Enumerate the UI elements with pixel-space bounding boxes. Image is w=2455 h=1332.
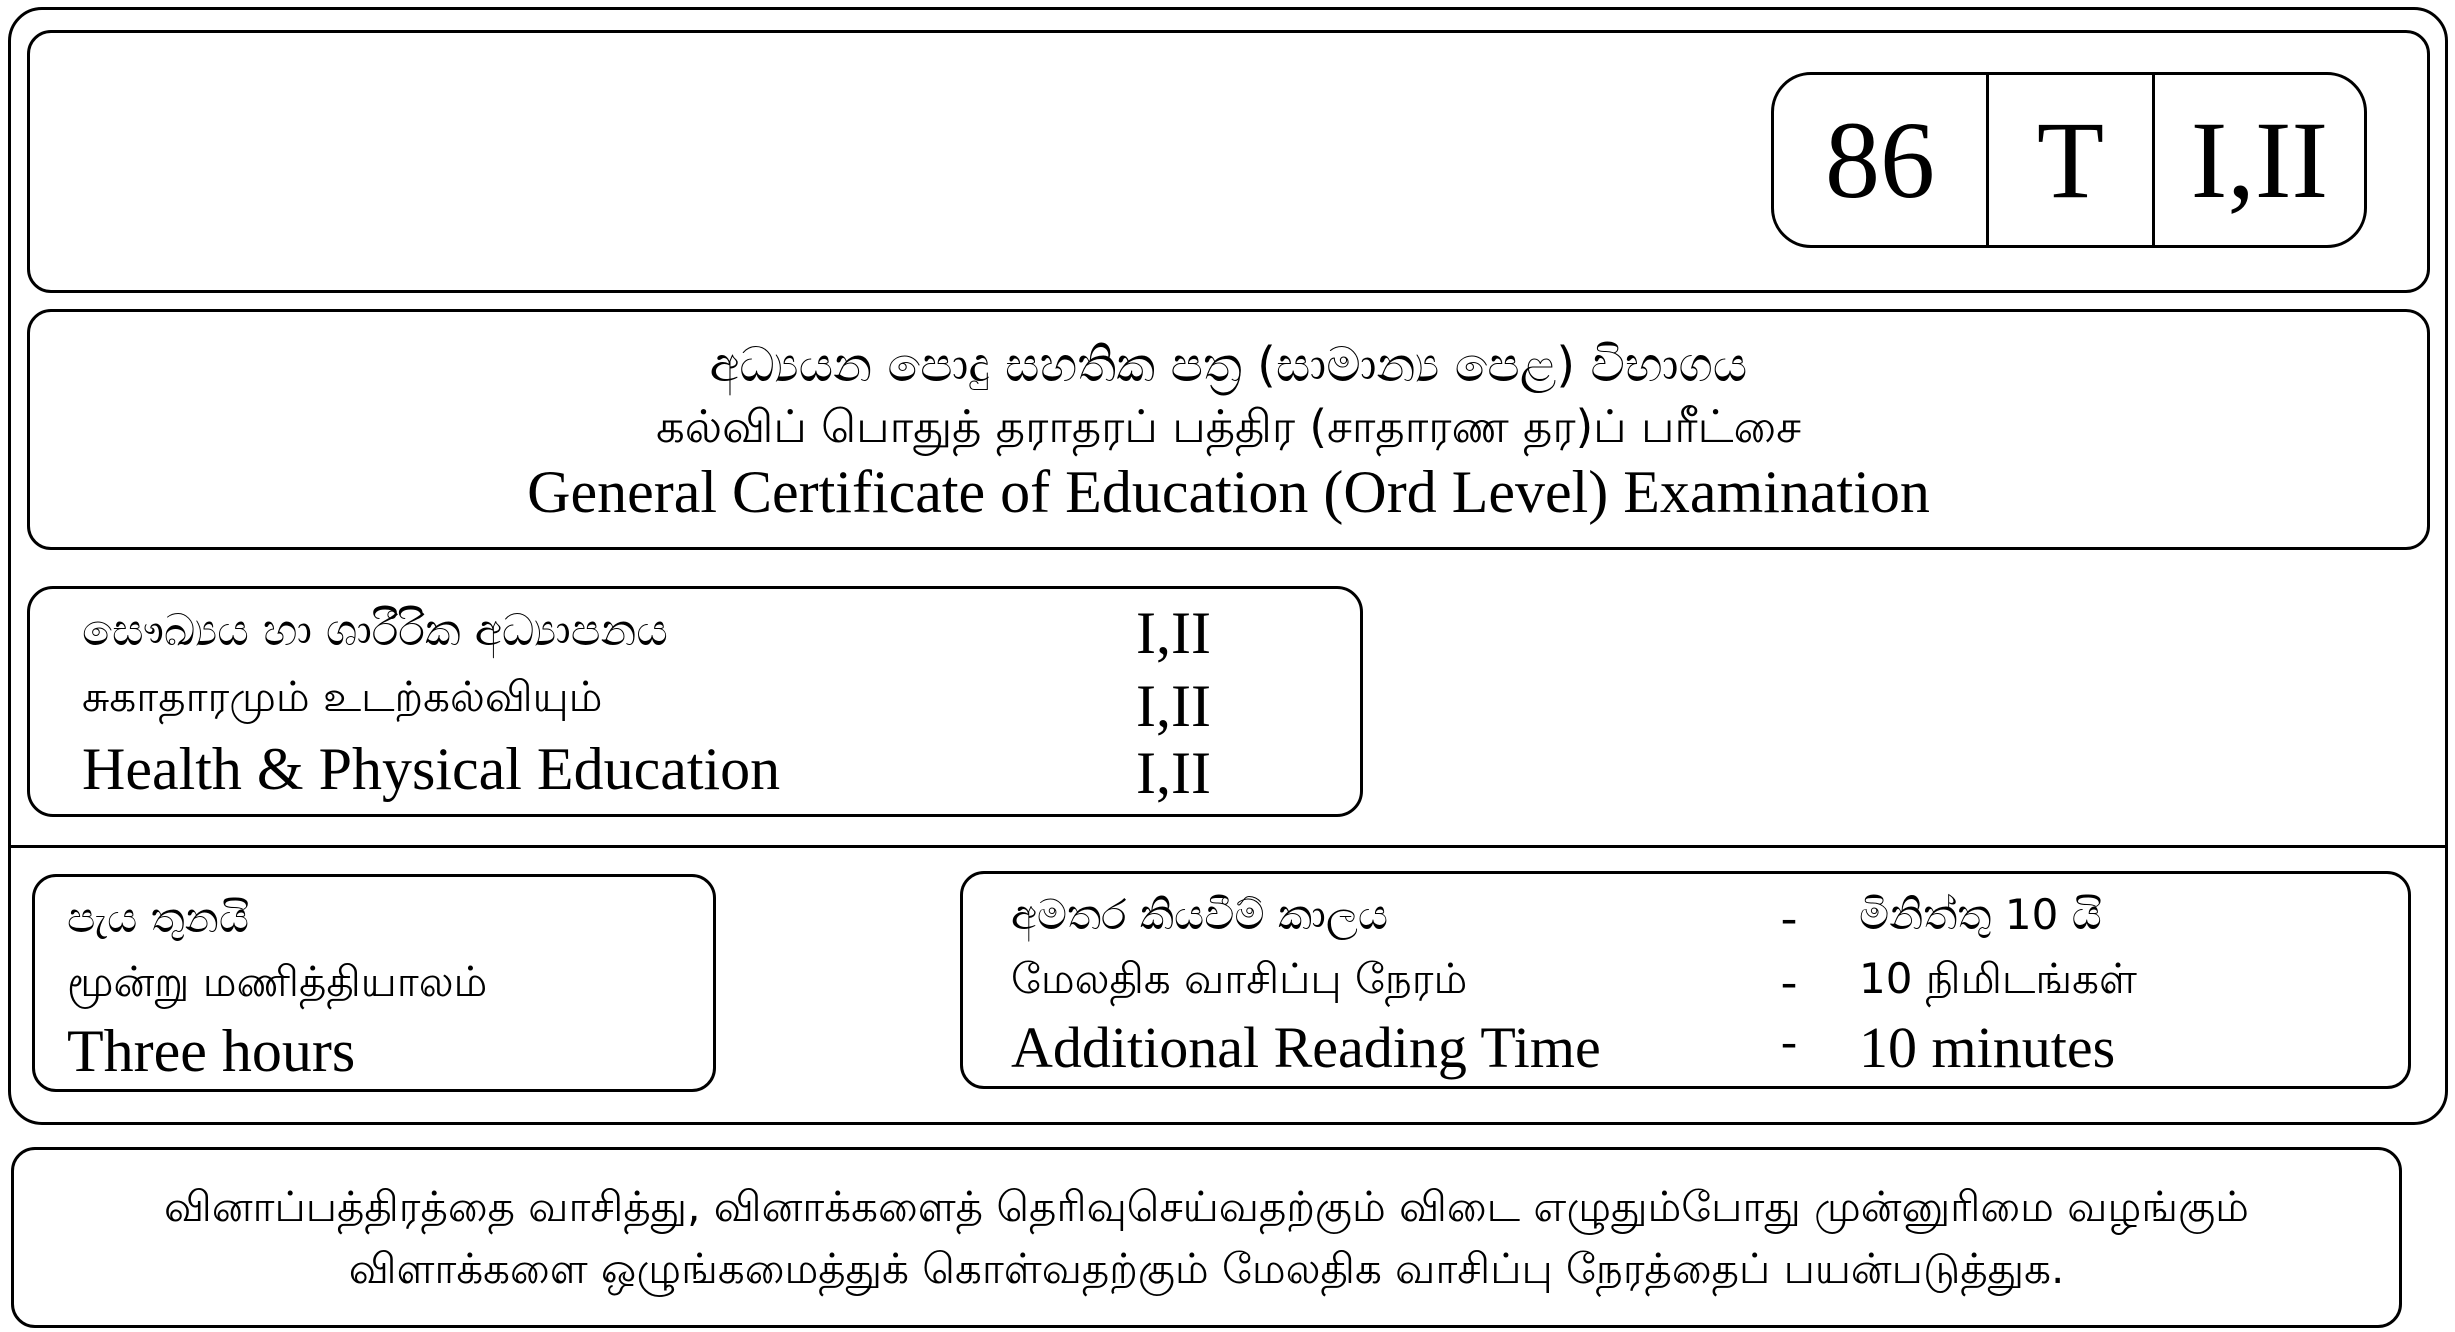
- reading-dash-sinhala: -: [1781, 891, 1797, 944]
- exam-title-box: [27, 309, 2430, 550]
- exam-title-english: General Certificate of Education (Ord Level) Examination: [527, 458, 1930, 525]
- reading-value-sinhala: මිනිත්තු 10 යි: [1859, 890, 2102, 939]
- duration-tamil: மூன்று மணித்தியாலம்: [67, 957, 488, 1006]
- medium-code: T: [1989, 75, 2155, 245]
- reading-row-sinhala: [1011, 890, 2391, 950]
- reading-time-box: [960, 871, 2411, 1089]
- reading-label-sinhala: අමතර කියවීම් කාලය: [1011, 890, 1389, 939]
- instruction-line-1: வினாப்பத்திரத்தை வாசித்து, வினாக்களைத் தெரிவுசெய்வதற்கும் விடை எழுதும்போது முன்னுரிமை வழங்கும்: [164, 1181, 2249, 1231]
- reading-value-tamil: 10 நிமிடங்கள்: [1859, 954, 2137, 1003]
- section-divider: [8, 845, 2448, 848]
- subject-papers-sinhala: I,II: [1136, 600, 1211, 666]
- reading-row-english: [1011, 1014, 2391, 1080]
- subject-name-sinhala: සෞඛ්‍යය හා ශාරීරික අධ්‍යාපනය: [82, 605, 668, 656]
- reading-dash-tamil: -: [1781, 955, 1797, 1008]
- reading-row-tamil: [1011, 954, 2391, 1014]
- subject-papers-tamil: I,II: [1136, 673, 1211, 739]
- paper-numbers: I,II: [2190, 98, 2329, 221]
- subject-box: [27, 586, 1363, 817]
- reading-label-tamil: மேலதிக வாசிப்பு நேரம்: [1011, 954, 1468, 1003]
- instruction-line-2: விளாக்களை ஒழுங்கமைத்துக் கொள்வதற்கும் மேலதிக வாசிப்பு நேரத்தைப் பயன்படுத்துக.: [348, 1243, 2065, 1293]
- duration-box: [32, 874, 716, 1092]
- reading-label-english: Additional Reading Time: [1011, 1015, 1601, 1080]
- subject-papers-english: I,II: [1136, 740, 1211, 806]
- duration-english: Three hours: [67, 1018, 356, 1084]
- instruction-box: [11, 1147, 2402, 1328]
- paper-code-box: [1771, 72, 2367, 248]
- reading-dash-english: -: [1781, 1015, 1797, 1068]
- exam-title-tamil: கல்விப் பொதுத் தராதரப் பத்திர (சாதாரண தர)ப் பரீட்சை: [656, 399, 1801, 453]
- subject-name-english: Health & Physical Education: [82, 736, 781, 802]
- subject-name-tamil: சுகாதாரமும் உடற்கல்வியும்: [82, 672, 603, 721]
- subject-code-number: 86: [1774, 75, 1989, 245]
- duration-sinhala: පැය තුනයි: [67, 893, 250, 942]
- exam-title-sinhala: අධ්‍යයන පොදු සහතික පත්‍ර (සාමාන්‍ය පෙළ) විභාගය: [709, 336, 1748, 393]
- reading-value-english: 10 minutes: [1859, 1015, 2116, 1080]
